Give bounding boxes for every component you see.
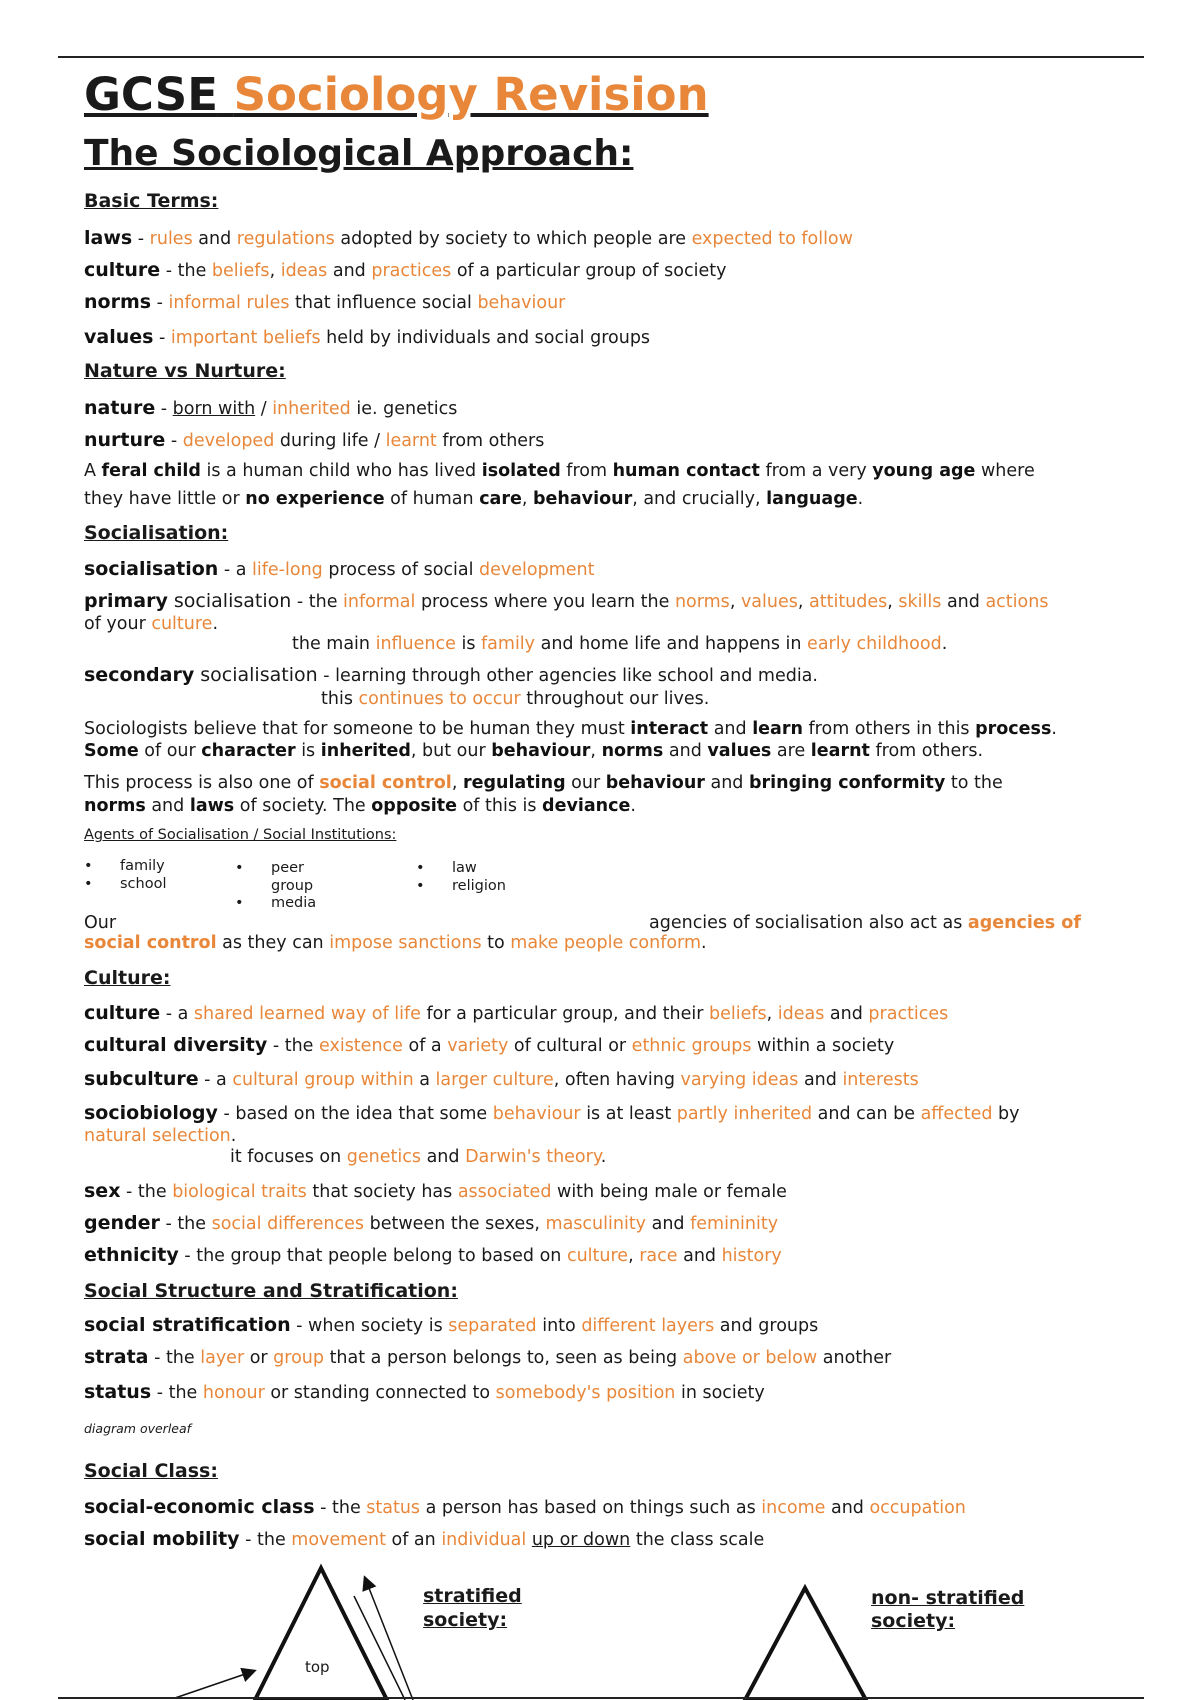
agent-religion: • religion	[452, 878, 506, 894]
stratified-label-1: stratified	[423, 1585, 522, 1607]
def-norms: norms - informal rules that influence social behaviour	[84, 291, 566, 313]
section-socialisation: Socialisation:	[84, 522, 229, 544]
page-title: GCSE Sociology Revision	[84, 68, 709, 121]
def-sociobiology: sociobiology - based on the idea that some behaviour is at least partly inherited and can be affected by	[84, 1102, 1020, 1124]
sociobiology-focus: it focuses on genetics and Darwin's theory.	[230, 1147, 607, 1167]
section-culture: Culture:	[84, 967, 171, 989]
def-nurture: nurture - developed during life / learnt from others	[84, 429, 545, 451]
def-primary-socialisation: primary socialisation - the informal process where you learn the norms, values, attitudes, skills and actions	[84, 590, 1049, 612]
section-social-class: Social Class:	[84, 1460, 218, 1482]
bottom-rule	[58, 1697, 1144, 1699]
page-subtitle: The Sociological Approach:	[84, 133, 634, 174]
section-social-structure: Social Structure and Stratification:	[84, 1280, 458, 1302]
sociologists-line-1: Sociologists believe that for someone to be human they must interact and learn from others in this process.	[84, 719, 1057, 739]
agents-heading: Agents of Socialisation / Social Institutions:	[84, 827, 397, 843]
agent-group: group	[271, 878, 314, 894]
diagram-overleaf-note: diagram overleaf	[84, 1421, 192, 1436]
def-gender: gender - the social differences between the sexes, masculinity and femininity	[84, 1212, 779, 1234]
social-control-line-2: norms and laws of society. The opposite of this is deviance.	[84, 796, 636, 816]
primary-socialisation-cont: of your culture.	[84, 614, 219, 634]
pointer-arrow	[175, 1671, 254, 1698]
def-ethnicity: ethnicity - the group that people belong to based on culture, race and history	[84, 1244, 782, 1266]
sociobiology-cont: natural selection.	[84, 1126, 237, 1146]
def-socialisation: socialisation - a life-long process of social development	[84, 558, 595, 580]
agent-school: • school	[120, 876, 167, 892]
def-nature: nature - born with / inherited ie. genetics	[84, 397, 458, 419]
secondary-socialisation-cont: this continues to occur throughout our lives.	[321, 689, 710, 709]
non-stratified-triangle	[745, 1588, 866, 1700]
agent-media: • media	[271, 895, 316, 911]
diagram-top-label: top	[305, 1658, 330, 1676]
social-control-line-1: This process is also one of social control, regulating our behaviour and bringing conformity to the	[84, 773, 1003, 793]
stratified-label-2: society:	[423, 1609, 508, 1631]
def-values: values - important beliefs held by individuals and social groups	[84, 326, 651, 348]
agent-law: • law	[452, 860, 477, 876]
primary-socialisation-influence: the main influence is family and home life and happens in early childhood.	[292, 634, 948, 654]
non-stratified-label-2: society:	[871, 1610, 956, 1632]
sociologists-line-2: Some of our character is inherited, but our behaviour, norms and values are learnt from others.	[84, 741, 984, 761]
def-secondary-socialisation: secondary socialisation - learning through other agencies like school and media.	[84, 664, 818, 686]
agencies-control-line-1b: agencies of socialisation also act as agencies of	[649, 913, 1081, 933]
feral-child-line-1: A feral child is a human child who has lived isolated from human contact from a very young age where	[84, 461, 1035, 481]
stratified-triangle	[255, 1568, 387, 1700]
def-laws: laws - rules and regulations adopted by society to which people are expected to follow	[84, 227, 853, 249]
def-subculture: subculture - a cultural group within a larger culture, often having varying ideas and interests	[84, 1068, 919, 1090]
def-sex: sex - the biological traits that society has associated with being male or female	[84, 1180, 787, 1202]
def-culture: culture - the beliefs, ideas and practices of a particular group of society	[84, 259, 727, 281]
agencies-control-line-2: social control as they can impose sanctions to make people conform.	[84, 933, 707, 953]
agent-peer: • peer	[271, 860, 304, 876]
non-stratified-label-1: non- stratified	[871, 1587, 1025, 1609]
mobility-arrow-up	[365, 1578, 413, 1700]
section-nature-nurture: Nature vs Nurture:	[84, 360, 286, 382]
def-social-mobility: social mobility - the movement of an individual up or down the class scale	[84, 1528, 765, 1550]
feral-child-line-2: they have little or no experience of human care, behaviour, and crucially, language.	[84, 489, 864, 509]
section-basic-terms: Basic Terms:	[84, 190, 219, 212]
agent-family: • family	[120, 858, 165, 874]
def-social-economic-class: social-economic class - the status a person has based on things such as income and occupation	[84, 1496, 966, 1518]
def-cultural-diversity: cultural diversity - the existence of a variety of cultural or ethnic groups within a society	[84, 1034, 895, 1056]
agencies-control-line-1a: Our	[84, 913, 117, 933]
def-culture-2: culture - a shared learned way of life for a particular group, and their beliefs, ideas and practices	[84, 1002, 949, 1024]
def-social-stratification: social stratification - when society is separated into different layers and groups	[84, 1314, 819, 1336]
def-status: status - the honour or standing connected to somebody's position in society	[84, 1381, 765, 1403]
def-strata: strata - the layer or group that a person belongs to, seen as being above or below another	[84, 1346, 892, 1368]
